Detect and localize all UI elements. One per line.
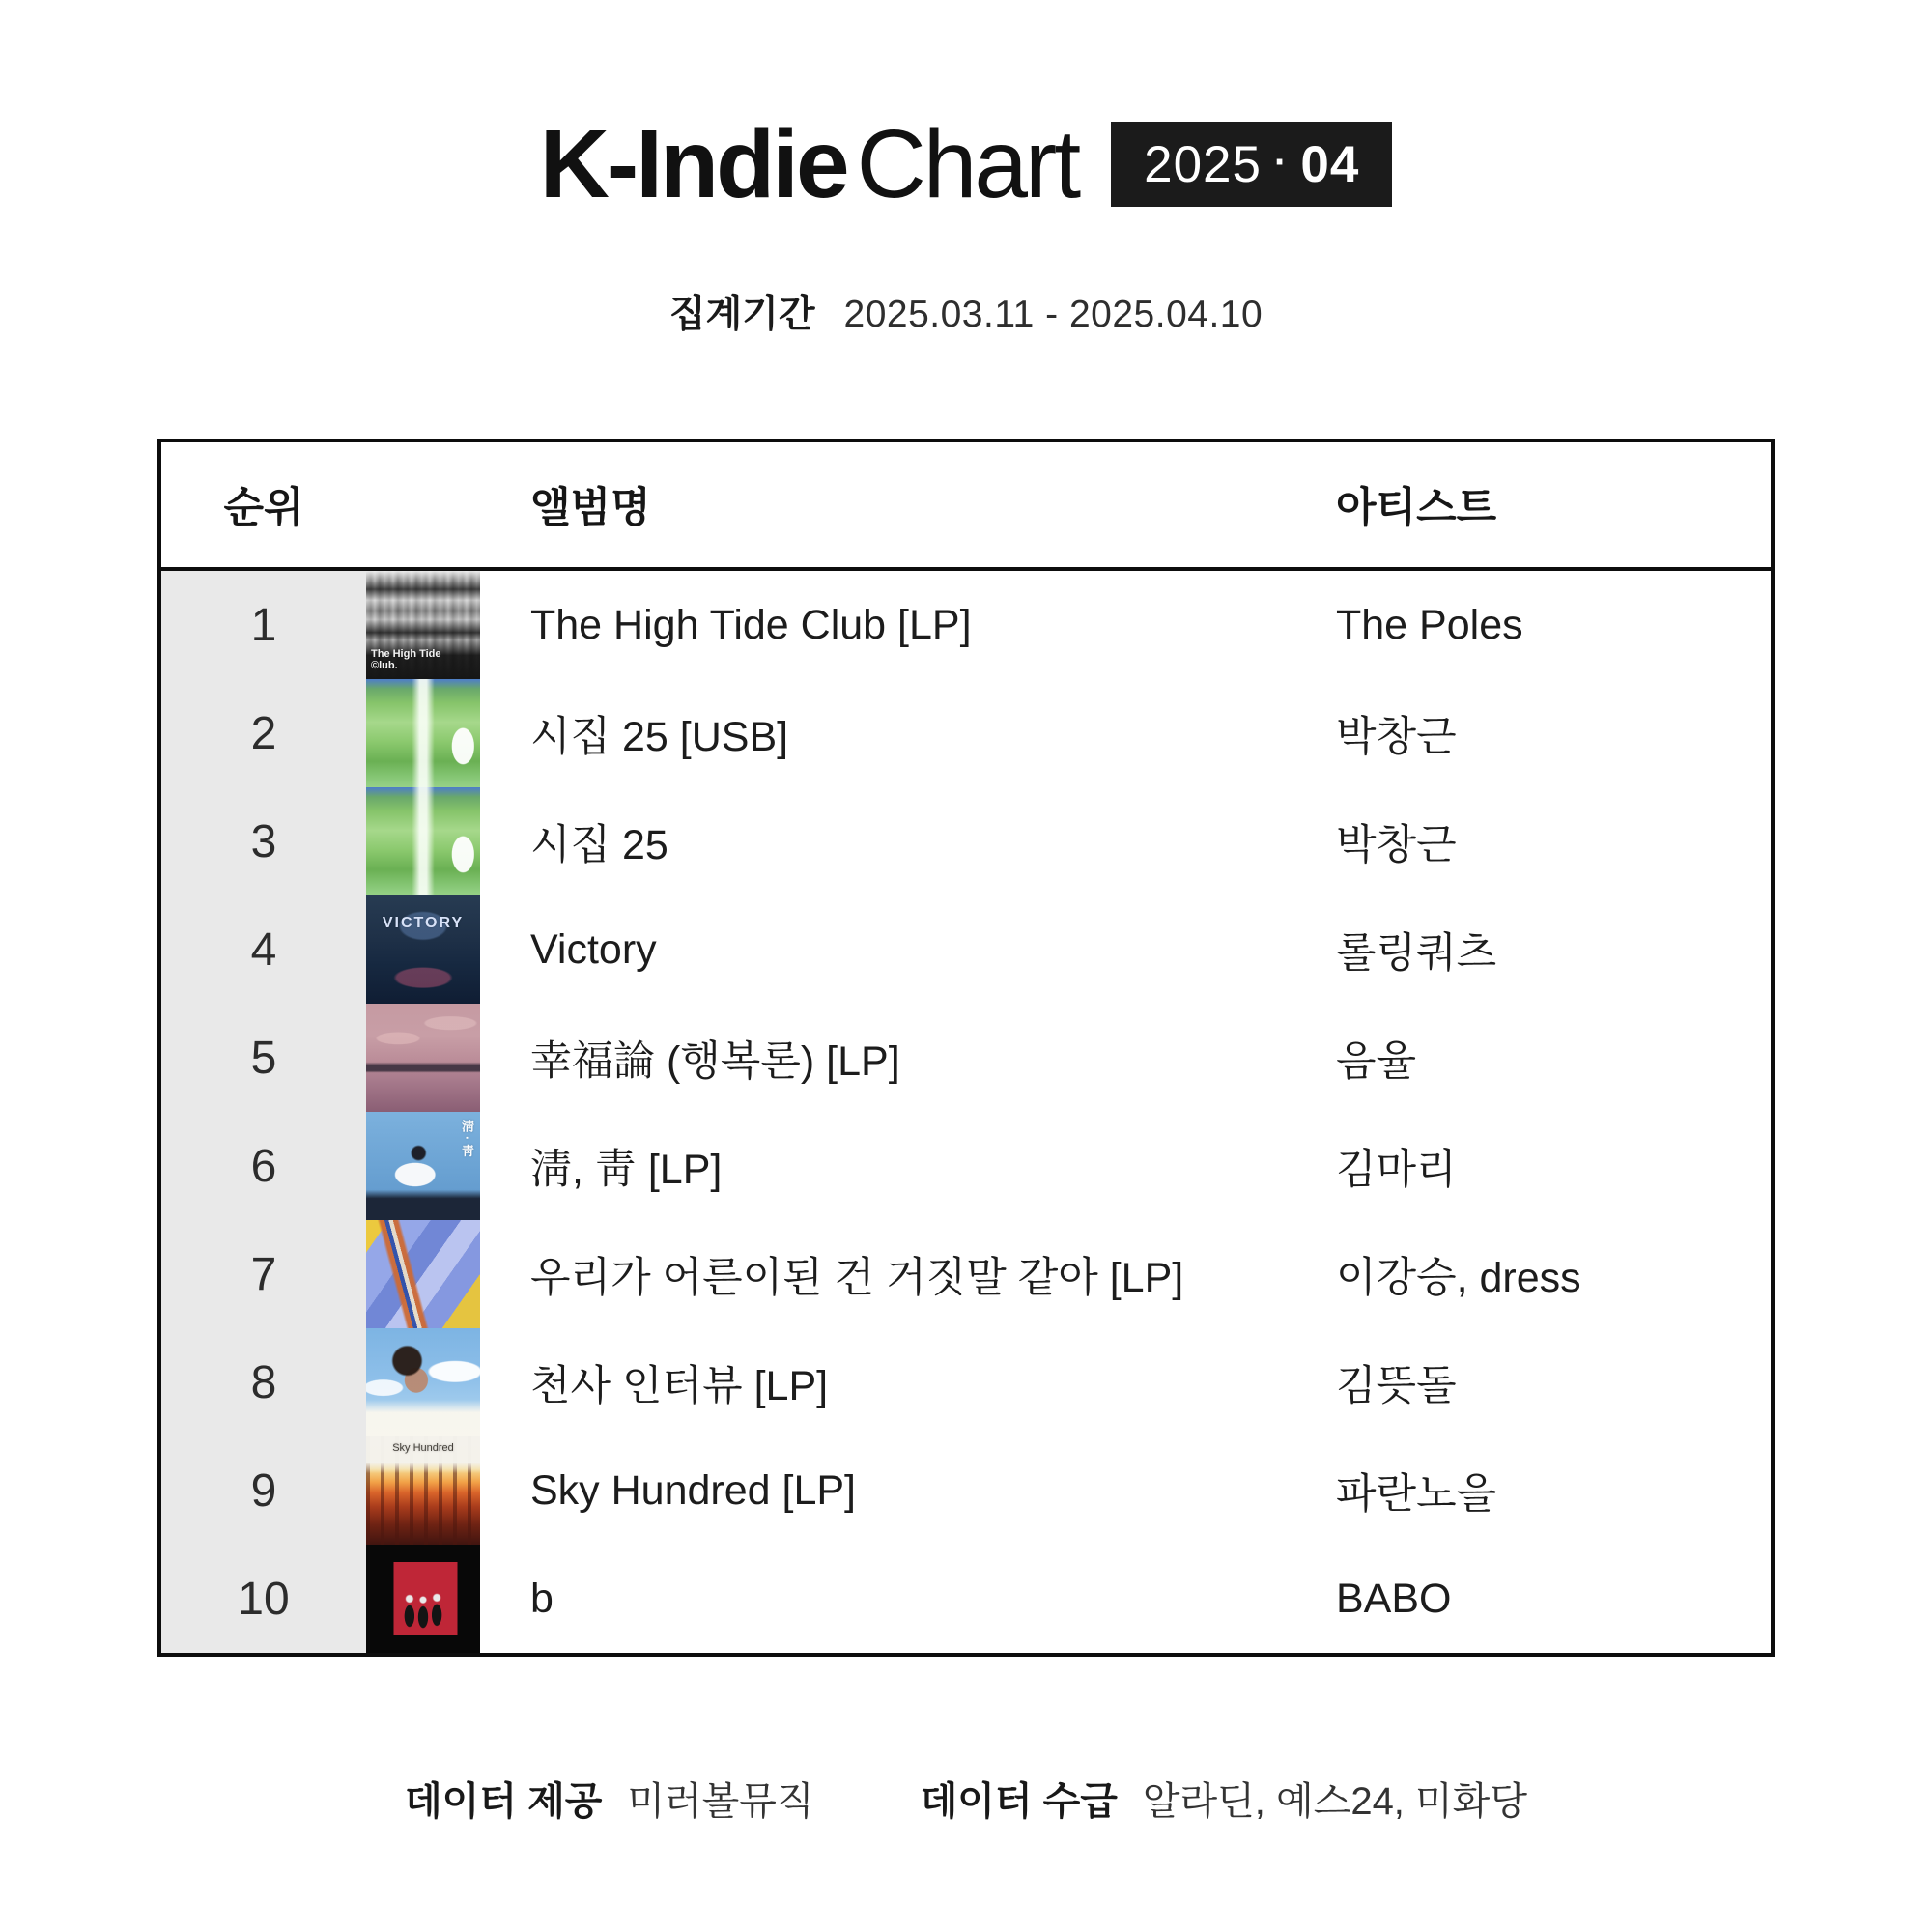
table-row — [161, 1004, 1771, 1112]
album-name: 幸福論 (행복론) [LP] — [530, 1037, 900, 1085]
table-row — [161, 787, 1771, 895]
date-badge — [1111, 122, 1392, 207]
album-art — [366, 1545, 480, 1653]
album-name: 시집 25 — [530, 821, 668, 868]
album-art — [366, 679, 480, 787]
album-art — [366, 787, 480, 895]
table-row — [161, 1436, 1771, 1545]
album-name: 시집 25 [USB] — [530, 713, 789, 760]
chart-table — [157, 439, 1775, 1657]
artist-name: The Poles — [1336, 601, 1523, 648]
album-art — [366, 1220, 480, 1328]
source-label: 데이터 수급 — [920, 1780, 1118, 1823]
table-body — [161, 571, 1771, 1653]
data-source-group — [921, 1771, 1527, 1826]
album-art — [366, 1004, 480, 1112]
artist-name: 박창근 — [1336, 713, 1457, 760]
artist-name: BABO — [1336, 1575, 1452, 1622]
source-value: 알라딘, 예스24, 미화당 — [1142, 1780, 1527, 1823]
title-row — [0, 97, 1932, 232]
badge-month: 04 — [1300, 135, 1360, 193]
artist-name: 김마리 — [1336, 1146, 1457, 1193]
title-chart: Chart — [856, 109, 1079, 218]
title-k-indie: K-Indie — [539, 109, 847, 218]
album-name: Sky Hundred [LP] — [530, 1466, 857, 1514]
header — [0, 0, 1932, 338]
album-art — [366, 1436, 480, 1545]
rank-cell: 6 — [161, 1112, 366, 1220]
album-art-label: The High Tide ©lub. — [371, 648, 441, 672]
rank-cell: 4 — [161, 895, 366, 1004]
table-header-row — [161, 442, 1771, 571]
album-name: 淸, 靑 [LP] — [530, 1146, 723, 1193]
album-name: The High Tide Club [LP] — [530, 601, 972, 648]
table-row — [161, 1220, 1771, 1328]
table-row — [161, 1112, 1771, 1220]
column-header-artist: 아티스트 — [1336, 485, 1497, 531]
rank-cell: 8 — [161, 1328, 366, 1436]
table-row — [161, 1328, 1771, 1436]
album-art — [366, 1328, 480, 1436]
artist-name: 파란노을 — [1336, 1470, 1497, 1518]
page-title — [540, 109, 1078, 220]
artist-name: 이강승, dress — [1336, 1254, 1581, 1301]
table-row — [161, 679, 1771, 787]
badge-year: 2025 — [1144, 135, 1263, 193]
album-name: 우리가 어른이된 건 거짓말 같아 [LP] — [530, 1254, 1184, 1301]
table-row — [161, 571, 1771, 679]
rank-cell: 3 — [161, 787, 366, 895]
column-header-album: 앨범명 — [530, 485, 651, 531]
artist-name: 음율 — [1336, 1037, 1417, 1085]
rank-cell: 7 — [161, 1220, 366, 1328]
album-name: Victory — [530, 925, 657, 973]
album-art-label: Sky Hundred — [392, 1442, 454, 1454]
album-art — [366, 571, 480, 679]
artist-name: 박창근 — [1336, 821, 1457, 868]
data-provider-group — [405, 1771, 814, 1826]
aggregation-period — [0, 284, 1932, 338]
period-label: 집계기간 — [668, 294, 815, 335]
album-art-label: VICTORY — [382, 915, 465, 931]
artist-name: 롤링쿼츠 — [1336, 929, 1497, 977]
album-art — [366, 1112, 480, 1220]
rank-cell: 5 — [161, 1004, 366, 1112]
rank-cell: 1 — [161, 571, 366, 679]
provider-value: 미러볼뮤직 — [627, 1780, 814, 1823]
album-name: b — [530, 1575, 554, 1622]
rank-cell: 2 — [161, 679, 366, 787]
album-art-label: 淸·靑 — [460, 1120, 474, 1161]
rank-cell: 9 — [161, 1436, 366, 1545]
column-header-rank: 순위 — [223, 485, 304, 531]
badge-dot: · — [1274, 140, 1289, 184]
album-name: 천사 인터뷰 [LP] — [530, 1362, 829, 1409]
artist-name: 김뜻돌 — [1336, 1362, 1457, 1409]
provider-label: 데이터 제공 — [405, 1780, 603, 1823]
table-row — [161, 1545, 1771, 1653]
album-art — [366, 895, 480, 1004]
rank-cell: 10 — [161, 1545, 366, 1653]
period-value: 2025.03.11 - 2025.04.10 — [843, 294, 1264, 335]
footer — [0, 1771, 1932, 1826]
table-row — [161, 895, 1771, 1004]
